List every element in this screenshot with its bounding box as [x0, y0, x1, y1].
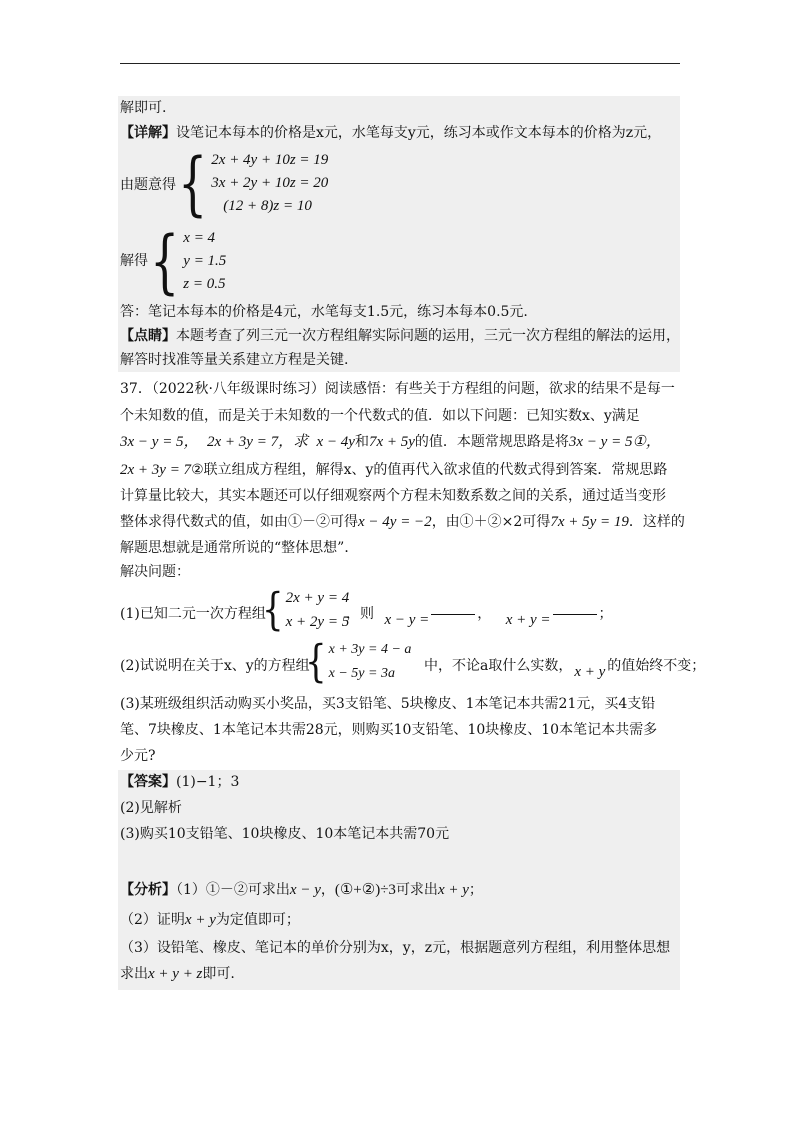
prev-line-1: 解即可. [120, 100, 167, 116]
q1-eq1: 2x + y = 4 [285, 590, 350, 606]
q2-mid: 中，不论a取什么实数， [424, 658, 573, 674]
analysis-comma: ， [320, 882, 335, 898]
expr-2x3y: 2x + 3y = 7，求 [207, 434, 309, 450]
sub-question-1 [120, 604, 266, 624]
q37-line-8: 解决问题： [120, 564, 190, 580]
analysis-4a: 求出 [120, 966, 148, 982]
q1-expr1: x − y = [384, 612, 430, 628]
header-rule [120, 63, 680, 64]
tip-text-1: 本题考查了列三元一次方程组解实际问题的运用，三元一次方程组的解法的运用， [176, 328, 680, 344]
sub-question-3-line-2: 笔、7块橡皮、1本笔记本共需28元，则购买10支铅笔、10块橡皮、10本笔记本共需多 [120, 722, 658, 738]
brace-icon: { [150, 220, 180, 302]
expr-eq2: 2x + 3y = 7 [120, 462, 192, 478]
text-add: ，由①＋②×2可得 [431, 514, 551, 530]
expr-result2: 7x + 5y = 19 [550, 514, 629, 530]
sys2-eq3: z = 0.5 [183, 276, 226, 292]
expr-7x5y: 7x + 5y [368, 434, 415, 450]
q2-rest [424, 656, 706, 680]
analysis-expr-div: (①+②)÷3 [334, 882, 396, 898]
analysis-expr-xy: x − y [289, 882, 321, 898]
answer-blank-2[interactable] [553, 614, 597, 615]
text-combine: ②联立组成方程组，解得x、y的值再代入欲求值的代数式得到答案．常规思路 [191, 462, 668, 478]
q1-expr2: x + y = [505, 612, 551, 628]
q2-prefix: (2)试说明在关于x、y的方程组 [120, 658, 310, 674]
sys2-eq1: x = 4 [183, 230, 216, 246]
analysis-1e: 可求出 [395, 882, 438, 898]
equation-system-1 [178, 142, 329, 224]
equation-system-q2 [305, 636, 412, 688]
detail-tag: 【详解】 [120, 125, 176, 141]
q2-eq1: x + 3y = 4 − a [328, 642, 412, 657]
q1-prefix: (1)已知二元一次方程组 [120, 606, 266, 622]
given-prefix: 由题意得 [120, 177, 176, 193]
q1-comma: ， [477, 606, 492, 622]
q37-line-3 [120, 432, 661, 452]
q37-line-5: 计算量比较大，其实本题还可以仔细观察两个方程未知数系数之间的关系，通过适当变形 [120, 488, 666, 504]
analysis-4c: 即可. [202, 966, 235, 982]
answer-line-2: (2)见解析 [120, 800, 182, 816]
text-approach: 的值．本题常规思路是将 [414, 434, 569, 450]
solve-prefix: 解得 [120, 253, 148, 269]
answer-sentence: 答：笔记本每本的价格是4元，水笔每支1.5元，练习本每本0.5元. [120, 304, 528, 320]
analysis-line-4 [120, 964, 235, 984]
q37-line-2: 个未知数的值，而是关于未知数的一个代数式的值．如以下问题：已知实数x、y满足 [120, 408, 640, 424]
sys1-eq1: 2x + 4y + 10z = 19 [211, 152, 329, 168]
analysis-4-expr: x + y + z [148, 966, 203, 982]
analysis-2-expr: x + y [184, 912, 216, 928]
q1-eq2: x + 2y = 5 [285, 614, 350, 630]
sys2-eq2: y = 1.5 [183, 253, 227, 269]
q1-end: ； [598, 606, 613, 622]
text-such: ．这样的 [628, 514, 685, 530]
q37-line-6 [120, 512, 685, 532]
brace-icon: { [178, 142, 208, 224]
q1-blanks [346, 604, 613, 628]
answer-line-1 [120, 772, 239, 792]
sys1-eq2: 3x + 2y + 10z = 20 [211, 175, 329, 191]
answer-line-3: (3)购买10支铅笔、10块橡皮、10本笔记本共需70元 [120, 826, 450, 842]
analysis-expr-xpy: x + y [437, 882, 469, 898]
analysis-1a: （1）①－②可求出 [176, 882, 290, 898]
q37-line-1: 37．（2022秋·八年级课时练习）阅读感悟：有些关于方程组的问题，欲求的结果不是每一 [120, 381, 675, 397]
analysis-line-1 [120, 880, 483, 900]
brace-icon: { [262, 584, 284, 636]
analysis-2a: （2）证明 [120, 912, 185, 928]
sys1-eq3: (12 + 8)z = 10 [223, 198, 312, 214]
analysis-line-2 [120, 910, 300, 930]
brace-icon: { [305, 636, 327, 688]
answer-1: (1)−1；3 [176, 774, 240, 790]
text-subtract: 整体求得代数式的值，如由①－②可得 [120, 514, 358, 530]
sub-question-3-line-1: (3)某班级组织活动购买小奖品，买3支铅笔、5块橡皮、1本笔记本共需21元，买4支铅 [120, 696, 656, 712]
q37-line-4 [120, 460, 667, 480]
q2-eq2: x − 5y = 3a [328, 666, 395, 681]
q37-line-7: 解题思想就是通常所说的“整体思想”． [120, 540, 359, 556]
sub-question-2 [120, 656, 310, 676]
analysis-line-3: （3）设铅笔、橡皮、笔记本的单价分别为x，y，z元，根据题意列方程组，利用整体思想 [120, 940, 671, 956]
analysis-tag: 【分析】 [120, 882, 176, 898]
analysis-2c: 为定值即可； [215, 912, 300, 928]
tip-tag: 【点睛】 [120, 328, 176, 344]
tip-line-2: 解答时找准等量关系建立方程是关键. [120, 352, 349, 368]
answer-blank-1[interactable] [431, 614, 475, 615]
equation-system-2 [150, 220, 227, 302]
q1-then: ，则 [346, 606, 374, 622]
q2-end: 的值始终不变； [607, 658, 706, 674]
q2-expr: x + y [574, 664, 606, 680]
analysis-1g: ； [468, 882, 483, 898]
equation-system-q1 [262, 584, 350, 636]
expr-eq1: 3x − y = 5①， [568, 434, 661, 450]
tip-line-1 [120, 326, 680, 346]
text-and: 和 [354, 434, 369, 450]
expr-result1: x − 4y = −2 [358, 514, 432, 530]
answer-tag: 【答案】 [120, 774, 176, 790]
expr-x-4y: x − 4y [316, 434, 355, 450]
sub-question-3-line-3: 少元? [120, 748, 156, 764]
detail-text: 设笔记本每本的价格是x元，水笔每支y元，练习本或作文本每本的价格为z元， [176, 125, 662, 141]
expr-3x-y: 3x − y = 5， [120, 434, 199, 450]
